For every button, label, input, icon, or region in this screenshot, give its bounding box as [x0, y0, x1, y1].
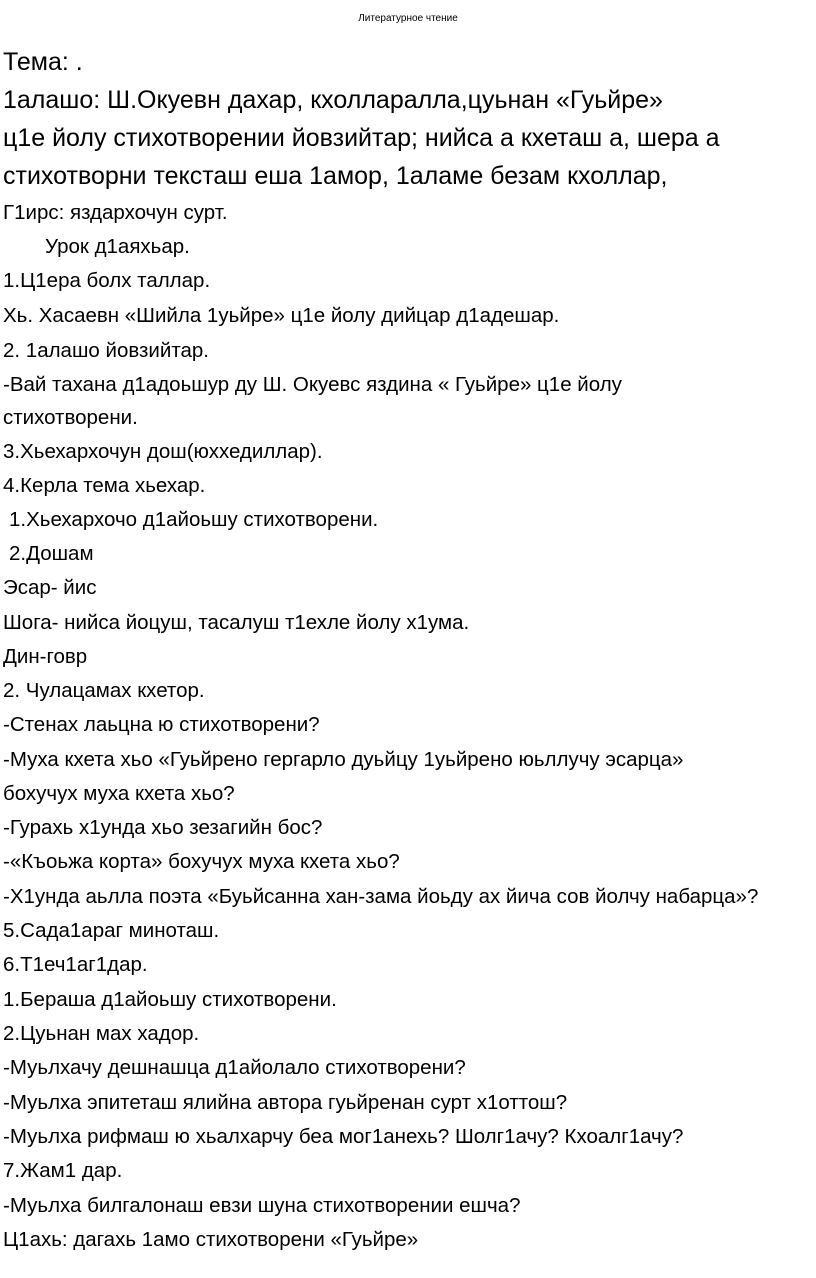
- document-title: Литературное чтение: [358, 13, 458, 24]
- body-line: -Муьлха эпитеташ ялийна автора гуьйренан сурт х1оттош?: [3, 1091, 568, 1114]
- body-line: 1.Бераша д1айоьшу стихотворени.: [3, 988, 337, 1011]
- body-line: бохучух муха кхета хьо?: [3, 782, 235, 805]
- body-line: 3.Хьехархочун дош(юххедиллар).: [3, 440, 323, 463]
- body-line: 2.Цуьнан мах хадор.: [3, 1022, 200, 1045]
- body-line: -Гурахь х1унда хьо зезагийн бос?: [3, 816, 323, 839]
- body-line: Шога- нийса йоцуш, тасалуш т1ехле йолу х1ума.: [3, 611, 470, 634]
- body-line: стихотворени.: [3, 406, 138, 429]
- body-line: 6.Т1еч1аг1дар.: [3, 953, 148, 976]
- body-line: 2. 1алашо йовзийтар.: [3, 339, 209, 362]
- lesson-heading: Урок д1аяхьар.: [45, 235, 190, 258]
- body-line: Дин-говр: [3, 645, 88, 668]
- body-line: -Муьлхачу дешнашца д1айолало стихотворени?: [3, 1056, 466, 1079]
- goal-line-3: стихотворни тексташ еша 1амор, 1аламе безам кхоллар,: [3, 162, 668, 190]
- equipment-line: Г1ирс: яздархочун сурт.: [3, 201, 228, 224]
- body-line: 2.Дошам: [9, 542, 94, 565]
- body-line: Эсар- йис: [3, 576, 97, 599]
- body-line: -Муха кхета хьо «Гуьйрено гергарло дуьйцу 1уьйрено юьллучу эсарца»: [3, 748, 684, 771]
- body-line: 7.Жам1 дар.: [3, 1159, 123, 1182]
- body-line: -Х1унда аьлла поэта «Буьйсанна хан-зама йоьду ах йича сов йолчу набарца»?: [3, 885, 759, 908]
- body-line: 1.Ц1ера болх таллар.: [3, 269, 211, 292]
- body-line: -Муьлха билгалонаш евзи шуна стихотворении ешча?: [3, 1194, 521, 1217]
- body-line: -«Къоьжа корта» бохучух муха кхета хьо?: [3, 850, 400, 873]
- homework-line: Ц1ахь: дагахь 1амо стихотворени «Гуьйре»: [3, 1228, 419, 1251]
- body-line: Хь. Хасаевн «Шийла 1уьйре» ц1е йолу дийцар д1адешар.: [3, 304, 560, 327]
- body-line: 5.Сада1араг миноташ.: [3, 919, 220, 942]
- goal-line-1: 1алашо: Ш.Окуевн дахар, кхолларалла,цуьнан «Гуьйре»: [3, 86, 663, 114]
- topic-line: Тема: .: [3, 48, 83, 76]
- body-line: 4.Керла тема хьехар.: [3, 474, 206, 497]
- body-line: 2. Чулацамах кхетор.: [3, 679, 205, 702]
- body-line: -Муьлха рифмаш ю хьалхарчу беа мог1анехь? Шолг1ачу? Кхоалг1ачу?: [3, 1125, 684, 1148]
- goal-line-2: ц1е йолу стихотворении йовзийтар; нийса а кхеташ а, шера а: [3, 124, 720, 152]
- body-line: -Стенах лаьцна ю стихотворени?: [3, 713, 320, 736]
- body-line: -Вай тахана д1адоьшур ду Ш. Окуевс яздина « Гуьйре» ц1е йолу: [3, 373, 622, 396]
- body-line: 1.Хьехархочо д1айоьшу стихотворени.: [9, 508, 379, 531]
